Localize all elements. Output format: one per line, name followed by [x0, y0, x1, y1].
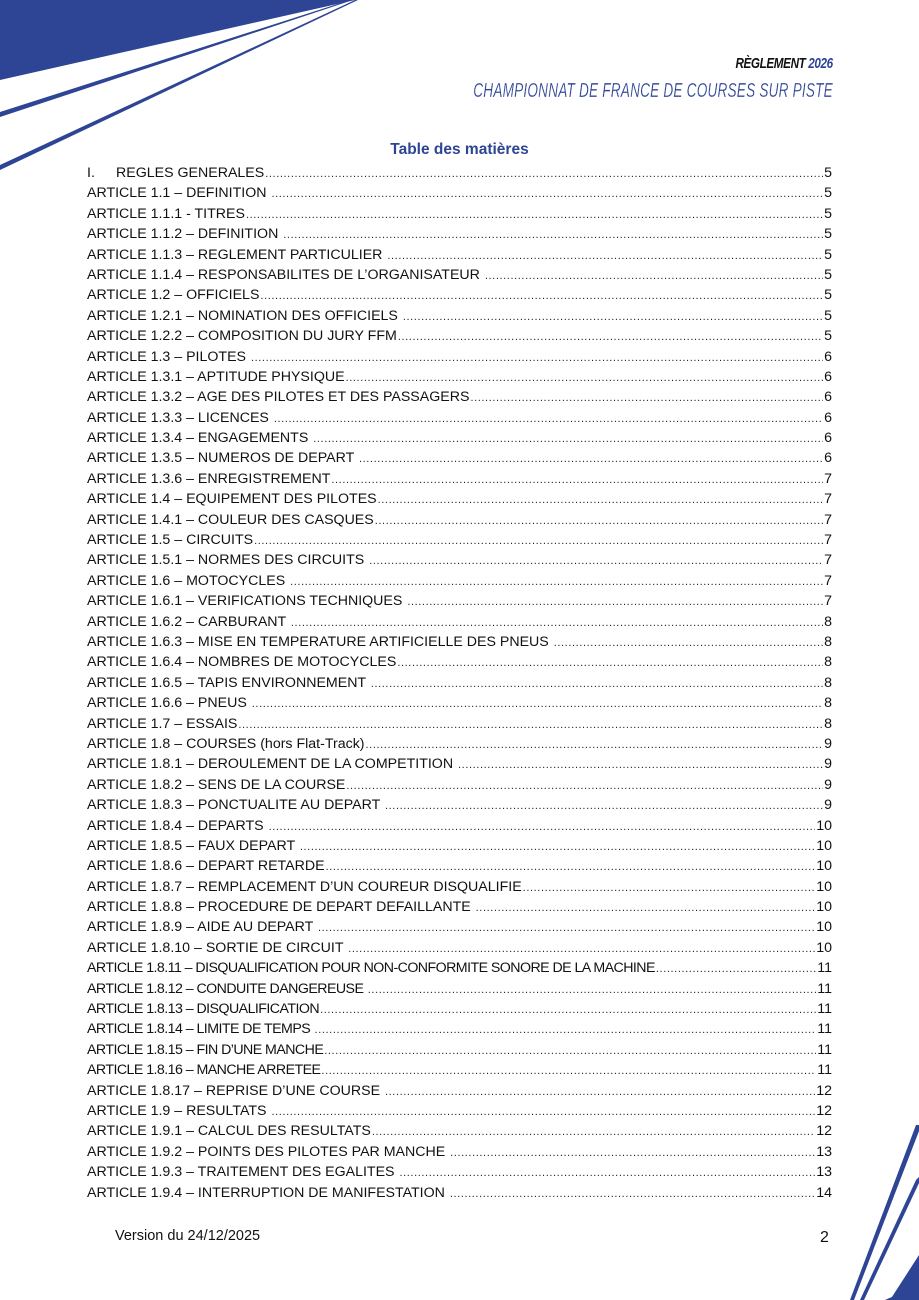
header-title	[736, 55, 833, 72]
toc-entry-label	[87, 775, 345, 795]
toc-entry-label	[87, 877, 522, 897]
toc-entry-page: 7	[824, 491, 832, 508]
toc-entry-text: ARTICLE 1.6.1 – VERIFICATIONS TECHNIQUES	[87, 593, 407, 610]
toc-entry[interactable]	[87, 1019, 832, 1039]
toc-entry-page: 10	[816, 817, 832, 834]
toc-entry[interactable]	[87, 1183, 832, 1203]
toc-entry-text: ARTICLE 1.3.2 – AGE DES PILOTES ET DES PASSAGERS	[87, 389, 470, 406]
toc-entry-label	[87, 1019, 314, 1039]
toc-dot-leader	[485, 266, 823, 285]
toc-entry-label	[87, 326, 397, 346]
toc-entry-text: ARTICLE 1.1.4 – RESPONSABILITES DE L’ORGANISATEUR	[87, 266, 484, 283]
toc-dot-leader	[254, 531, 823, 550]
toc-dot-leader	[238, 715, 823, 734]
toc-entry-text: ARTICLE 1.8.8 – PROCEDURE DE DEPART DEFAILLANTE	[87, 899, 475, 916]
toc-entry-page: 9	[824, 776, 832, 793]
toc-entry-page: 8	[824, 654, 832, 671]
toc-entry-page: 10	[816, 858, 832, 875]
toc-entry-text: REGLES GENERALES	[116, 165, 265, 181]
toc-entry-label	[87, 1183, 449, 1203]
toc-entry[interactable]	[87, 387, 832, 407]
toc-entry-page: 8	[824, 633, 832, 650]
toc-entry[interactable]	[87, 204, 832, 224]
toc-dot-leader	[320, 1000, 816, 1019]
footer-swoosh-decoration	[850, 1125, 919, 1300]
toc-entry-text: ARTICLE 1.8.11 – DISQUALIFICATION POUR NON-CONFORMITE SONORE DE LA MACHINE	[87, 960, 655, 977]
toc-entry-text: ARTICLE 1.8.16 – MANCHE ARRETEE	[87, 1062, 321, 1079]
toc-entry-text: ARTICLE 1.7 – ESSAIS	[87, 715, 238, 732]
toc-entry-label	[87, 693, 251, 713]
toc-entry-text: ARTICLE 1.8.10 – SORTIE DE CIRCUIT	[87, 939, 348, 956]
toc-entry-page: 5	[824, 205, 832, 222]
toc-dot-leader	[385, 1082, 815, 1101]
toc-entry-label	[87, 632, 553, 652]
toc-entry-text: ARTICLE 1.8 – COURSES (hors Flat-Track)	[87, 735, 365, 752]
toc-entry-text: ARTICLE 1.8.5 – FAUX DEPART	[87, 837, 299, 854]
toc-entry-text: ARTICLE 1.1.1 - TITRES	[87, 205, 245, 222]
toc-entry-text: ARTICLE 1.2 – OFFICIELS	[87, 287, 260, 304]
toc-dot-leader	[397, 653, 823, 672]
toc-dot-leader	[359, 449, 823, 468]
toc-entry-page: 8	[824, 715, 832, 732]
toc-dot-leader	[398, 327, 823, 346]
toc-entry-page: 5	[824, 266, 832, 283]
toc-entry-label	[87, 795, 384, 815]
toc-entry-page: 5	[824, 287, 832, 304]
toc-entry[interactable]	[87, 285, 832, 305]
toc-entry-text: ARTICLE 1.8.15 – FIN D’UNE MANCHE	[87, 1041, 324, 1058]
toc-entry-label	[87, 1040, 323, 1060]
toc-entry[interactable]	[87, 224, 832, 244]
toc-dot-leader	[656, 959, 816, 978]
toc-dot-leader	[368, 980, 816, 999]
toc-entry-label	[87, 856, 325, 876]
toc-entry-page: 6	[824, 348, 832, 365]
toc-entry-label	[87, 285, 259, 305]
toc-entry-text: ARTICLE 1.8.12 – CONDUITE DANGEREUSE	[87, 980, 367, 997]
toc-entry[interactable]	[87, 877, 832, 897]
toc-dot-leader	[369, 551, 823, 570]
toc-entry-label	[87, 448, 358, 468]
toc-entry-text: ARTICLE 1.5 – CIRCUITS	[87, 532, 254, 549]
toc-entry-label	[87, 530, 253, 550]
toc-entry-text: ARTICLE 1.5.1 – NORMES DES CIRCUITS	[87, 552, 369, 569]
toc-entry-page: 6	[824, 430, 832, 447]
toc-entry-page: 7	[824, 511, 832, 528]
toc-entry[interactable]	[87, 1162, 832, 1182]
toc-entry[interactable]	[87, 367, 832, 387]
toc-entry-page: 5	[824, 165, 832, 181]
toc-entry-label	[87, 652, 396, 672]
toc-entry-text: ARTICLE 1.6 – MOTOCYCLES	[87, 572, 290, 589]
toc-entry-label	[87, 1081, 384, 1101]
toc-entry-page: 7	[824, 470, 832, 487]
toc-entry-page: 14	[816, 1184, 832, 1201]
toc-entry-text: ARTICLE 1.6.5 – TAPIS ENVIRONNEMENT	[87, 674, 370, 691]
toc-entry-page: 13	[816, 1143, 832, 1160]
toc-entry-text: ARTICLE 1.8.7 – REMPLACEMENT D’UN COUREUR DISQUALIFIE	[87, 878, 522, 895]
toc-dot-leader	[290, 572, 823, 591]
toc-entry[interactable]	[87, 795, 832, 815]
toc-entry-label	[87, 897, 475, 917]
toc-entry[interactable]	[87, 530, 832, 550]
toc-entry[interactable]	[87, 938, 832, 958]
toc-entry-label	[87, 428, 312, 448]
toc-entry-page: 7	[824, 552, 832, 569]
toc-entry[interactable]	[87, 163, 832, 183]
toc-entry[interactable]	[87, 754, 832, 774]
toc-title-text: Table des matières	[390, 141, 529, 158]
toc-dot-leader	[269, 817, 816, 836]
toc-dot-leader	[476, 898, 816, 917]
toc-entry-label	[87, 958, 655, 978]
toc-dot-leader	[523, 878, 816, 897]
toc-entry-page: 11	[817, 960, 832, 977]
toc-entry[interactable]	[87, 856, 832, 876]
toc-dot-leader	[470, 388, 823, 407]
toc-dot-leader	[450, 1184, 815, 1203]
toc-entry[interactable]	[87, 571, 832, 591]
toc-entry-text: ARTICLE 1.8.2 – SENS DE LA COURSE	[87, 776, 346, 793]
toc-entry-page: 6	[824, 389, 832, 406]
toc-dot-leader	[265, 164, 823, 183]
toc-entry-text: ARTICLE 1.4.1 – COULEUR DES CASQUES	[87, 511, 374, 528]
toc-entry-label	[87, 469, 330, 489]
toc-entry-page: 7	[824, 572, 832, 589]
toc-dot-leader	[291, 613, 823, 632]
toc-dot-leader	[371, 674, 823, 693]
toc-entry-page: 10	[816, 919, 832, 936]
toc-entry-page: 11	[817, 1001, 832, 1018]
toc-entry[interactable]	[87, 1060, 832, 1080]
toc-entry[interactable]	[87, 917, 832, 937]
toc-dot-leader	[313, 429, 823, 448]
toc-entry-text: ARTICLE 1.6.3 – MISE EN TEMPERATURE ARTIFICIELLE DES PNEUS	[87, 633, 553, 650]
toc-entry-page: 10	[816, 899, 832, 916]
toc-entry-text: ARTICLE 1.3 – PILOTES	[87, 348, 250, 365]
toc-dot-leader	[346, 776, 823, 795]
toc-entry[interactable]	[87, 326, 832, 346]
toc-dot-leader	[407, 592, 823, 611]
toc-entry[interactable]	[87, 469, 832, 489]
toc-entry-text: ARTICLE 1.9.2 – POINTS DES PILOTES PAR MANCHE	[87, 1143, 450, 1160]
toc-entry-label	[87, 408, 273, 428]
toc-entry[interactable]	[87, 816, 832, 836]
toc-entry-text: ARTICLE 1.8.13 – DISQUALIFICATION	[87, 1001, 320, 1018]
toc-entry[interactable]	[87, 448, 832, 468]
toc-dot-leader	[387, 246, 823, 265]
toc-dot-leader	[378, 490, 823, 509]
toc-entry-label	[87, 612, 290, 632]
toc-entry-text: ARTICLE 1.9.1 – CALCUL DES RESULTATS	[87, 1123, 371, 1140]
toc-entry-label	[87, 489, 377, 509]
header-title-year: 2026	[808, 55, 833, 72]
toc-dot-leader	[300, 837, 815, 856]
toc-entry-label	[87, 347, 250, 367]
toc-entry-text: ARTICLE 1.8.9 – AIDE AU DEPART	[87, 919, 317, 936]
toc-entry[interactable]	[87, 1040, 832, 1060]
toc-dot-leader	[366, 735, 824, 754]
toc-entry[interactable]	[87, 714, 832, 734]
toc-dot-leader	[458, 755, 823, 774]
toc-entry-text: ARTICLE 1.8.17 – REPRISE D’UNE COURSE	[87, 1082, 384, 1099]
toc-dot-leader	[346, 368, 824, 387]
table-of-contents	[87, 163, 832, 1203]
toc-entry-label	[87, 387, 469, 407]
toc-entry-text: ARTICLE 1.1 – DEFINITION	[87, 185, 271, 202]
toc-entry-label	[87, 224, 282, 244]
toc-dot-leader	[372, 1122, 815, 1141]
toc-entry-label	[87, 591, 406, 611]
toc-entry-page: 5	[824, 328, 832, 345]
toc-entry[interactable]	[87, 591, 832, 611]
toc-entry-page: 9	[824, 797, 832, 814]
toc-entry-text: ARTICLE 1.3.4 – ENGAGEMENTS	[87, 430, 313, 447]
toc-entry-page: 11	[817, 1041, 832, 1058]
toc-entry-page: 8	[824, 695, 832, 712]
toc-entry-text: ARTICLE 1.6.4 – NOMBRES DE MOTOCYCLES	[87, 654, 397, 671]
toc-entry-page: 6	[824, 368, 832, 385]
toc-entry-text: ARTICLE 1.6.2 – CARBURANT	[87, 613, 290, 630]
toc-entry-text: ARTICLE 1.8.4 – DEPARTS	[87, 817, 268, 834]
toc-entry-text: ARTICLE 1.3.6 – ENREGISTREMENT	[87, 470, 331, 487]
toc-dot-leader	[315, 1020, 817, 1039]
toc-dot-leader	[375, 511, 823, 530]
header-title-word: RÈGLEMENT	[735, 55, 806, 72]
toc-dot-leader	[246, 205, 823, 224]
toc-entry-text: ARTICLE 1.2.1 – NOMINATION DES OFFICIELS	[87, 307, 402, 324]
toc-entry-label	[87, 714, 237, 734]
toc-dot-leader	[326, 857, 816, 876]
toc-entry-page: 9	[824, 756, 832, 773]
toc-entry-label	[87, 571, 289, 591]
toc-entry[interactable]	[87, 897, 832, 917]
toc-entry-label	[87, 245, 386, 265]
toc-entry-text: ARTICLE 1.1.3 – REGLEMENT PARTICULIER	[87, 246, 387, 263]
toc-entry[interactable]	[87, 958, 832, 978]
toc-entry[interactable]	[87, 550, 832, 570]
toc-entry[interactable]	[87, 979, 832, 999]
toc-dot-leader	[399, 1163, 815, 1182]
toc-entry[interactable]	[87, 428, 832, 448]
toc-entry[interactable]	[87, 245, 832, 265]
toc-entry-page: 12	[816, 1102, 832, 1119]
toc-entry-label	[87, 1060, 320, 1080]
toc-entry-label	[87, 204, 245, 224]
toc-entry[interactable]	[87, 632, 832, 652]
footer-page-number: 2	[820, 1229, 829, 1246]
toc-entry[interactable]	[87, 489, 832, 509]
toc-entry-label	[87, 979, 367, 999]
toc-title	[0, 141, 919, 159]
toc-entry-label	[87, 1101, 270, 1121]
toc-dot-leader	[260, 286, 823, 305]
toc-entry[interactable]	[87, 775, 832, 795]
toc-entry-text: ARTICLE 1.3.5 – NUMEROS DE DEPART	[87, 450, 358, 467]
toc-entry[interactable]	[87, 612, 832, 632]
toc-dot-leader	[450, 1143, 815, 1162]
toc-entry[interactable]	[87, 408, 832, 428]
toc-entry-page: 11	[817, 980, 832, 997]
toc-entry-page: 5	[824, 226, 832, 243]
toc-entry-page: 5	[824, 185, 832, 202]
toc-entry-page: 10	[816, 837, 832, 854]
toc-dot-leader	[554, 633, 823, 652]
toc-entry[interactable]	[87, 652, 832, 672]
toc-entry-prefix: I.	[87, 165, 95, 181]
toc-entry-page: 9	[824, 735, 832, 752]
toc-entry-text: ARTICLE 1.8.6 – DEPART RETARDE	[87, 858, 325, 875]
toc-dot-leader	[385, 796, 823, 815]
toc-entry-label	[87, 1142, 449, 1162]
toc-dot-leader	[318, 918, 815, 937]
toc-entry-page: 7	[824, 593, 832, 610]
toc-entry[interactable]	[87, 306, 832, 326]
toc-entry-text: ARTICLE 1.4 – EQUIPEMENT DES PILOTES	[87, 491, 377, 508]
toc-dot-leader	[271, 1102, 815, 1121]
toc-entry[interactable]	[87, 836, 832, 856]
toc-entry-page: 12	[816, 1123, 832, 1140]
toc-entry-text: ARTICLE 1.9 – RESULTATS	[87, 1102, 271, 1119]
toc-entry[interactable]	[87, 1081, 832, 1101]
toc-entry-label	[87, 938, 347, 958]
toc-entry-label	[87, 510, 374, 530]
toc-entry[interactable]	[87, 673, 832, 693]
toc-entry-text: ARTICLE 1.3.1 – APTITUDE PHYSIQUE	[87, 368, 345, 385]
toc-entry-label	[87, 917, 317, 937]
toc-entry[interactable]	[87, 693, 832, 713]
toc-entry-page: 6	[824, 450, 832, 467]
toc-dot-leader	[403, 307, 823, 326]
toc-entry-page: 7	[824, 532, 832, 549]
toc-entry-text: ARTICLE 1.8.1 – DEROULEMENT DE LA COMPETITION	[87, 756, 458, 773]
toc-dot-leader	[251, 348, 823, 367]
toc-entry-page: 12	[816, 1082, 832, 1099]
toc-entry-page: 8	[824, 674, 832, 691]
toc-entry-text: ARTICLE 1.1.2 – DEFINITION	[87, 226, 283, 243]
toc-entry-text: ARTICLE 1.6.6 – PNEUS	[87, 695, 251, 712]
toc-entry-label	[87, 754, 457, 774]
toc-entry[interactable]	[87, 265, 832, 285]
toc-entry[interactable]	[87, 1142, 832, 1162]
toc-entry-page: 11	[817, 1021, 832, 1038]
toc-dot-leader	[348, 939, 815, 958]
toc-entry-page: 10	[816, 939, 832, 956]
toc-entry-page: 6	[824, 409, 832, 426]
header-subtitle: CHAMPIONNAT DE FRANCE DE COURSES SUR PISTE	[473, 80, 833, 102]
toc-entry-label	[87, 306, 402, 326]
toc-entry-page: 8	[824, 613, 832, 630]
toc-entry-label	[87, 999, 319, 1019]
toc-entry-label	[87, 183, 270, 203]
toc-dot-leader	[274, 409, 823, 428]
toc-entry-label	[87, 550, 368, 570]
toc-dot-leader	[252, 694, 823, 713]
toc-entry-label	[87, 163, 264, 183]
toc-entry-text: ARTICLE 1.3.3 – LICENCES	[87, 409, 273, 426]
toc-entry[interactable]	[87, 183, 832, 203]
toc-entry[interactable]	[87, 999, 832, 1019]
toc-entry[interactable]	[87, 347, 832, 367]
toc-dot-leader	[283, 225, 823, 244]
toc-entry-label	[87, 367, 345, 387]
toc-entry-label	[87, 673, 370, 693]
toc-entry-page: 13	[816, 1164, 832, 1181]
toc-entry-page: 10	[816, 878, 832, 895]
toc-entry-label	[87, 1162, 398, 1182]
toc-entry-text: ARTICLE 1.9.4 – INTERRUPTION DE MANIFESTATION	[87, 1184, 449, 1201]
toc-dot-leader	[271, 184, 823, 203]
toc-dot-leader	[324, 1041, 816, 1060]
toc-entry[interactable]	[87, 510, 832, 530]
toc-entry-label	[87, 1121, 371, 1141]
toc-entry-label	[87, 265, 484, 285]
toc-dot-leader	[321, 1061, 816, 1080]
toc-entry-text: ARTICLE 1.8.14 – LIMITE DE TEMPS	[87, 1021, 314, 1038]
toc-entry-page: 5	[824, 307, 832, 324]
toc-entry-label	[87, 734, 365, 754]
toc-entry-label	[87, 836, 299, 856]
toc-entry[interactable]	[87, 734, 832, 754]
toc-entry-page: 11	[817, 1062, 832, 1079]
toc-entry-text: ARTICLE 1.9.3 – TRAITEMENT DES EGALITES	[87, 1164, 399, 1181]
footer-version: Version du 24/12/2025	[115, 1228, 261, 1244]
toc-entry-text: ARTICLE 1.8.3 – PONCTUALITE AU DEPART	[87, 797, 384, 814]
toc-entry-page: 5	[824, 246, 832, 263]
toc-entry-label	[87, 816, 268, 836]
toc-entry[interactable]	[87, 1121, 832, 1141]
toc-entry-text: ARTICLE 1.2.2 – COMPOSITION DU JURY FFM	[87, 328, 397, 345]
toc-dot-leader	[331, 470, 823, 489]
toc-entry[interactable]	[87, 1101, 832, 1121]
